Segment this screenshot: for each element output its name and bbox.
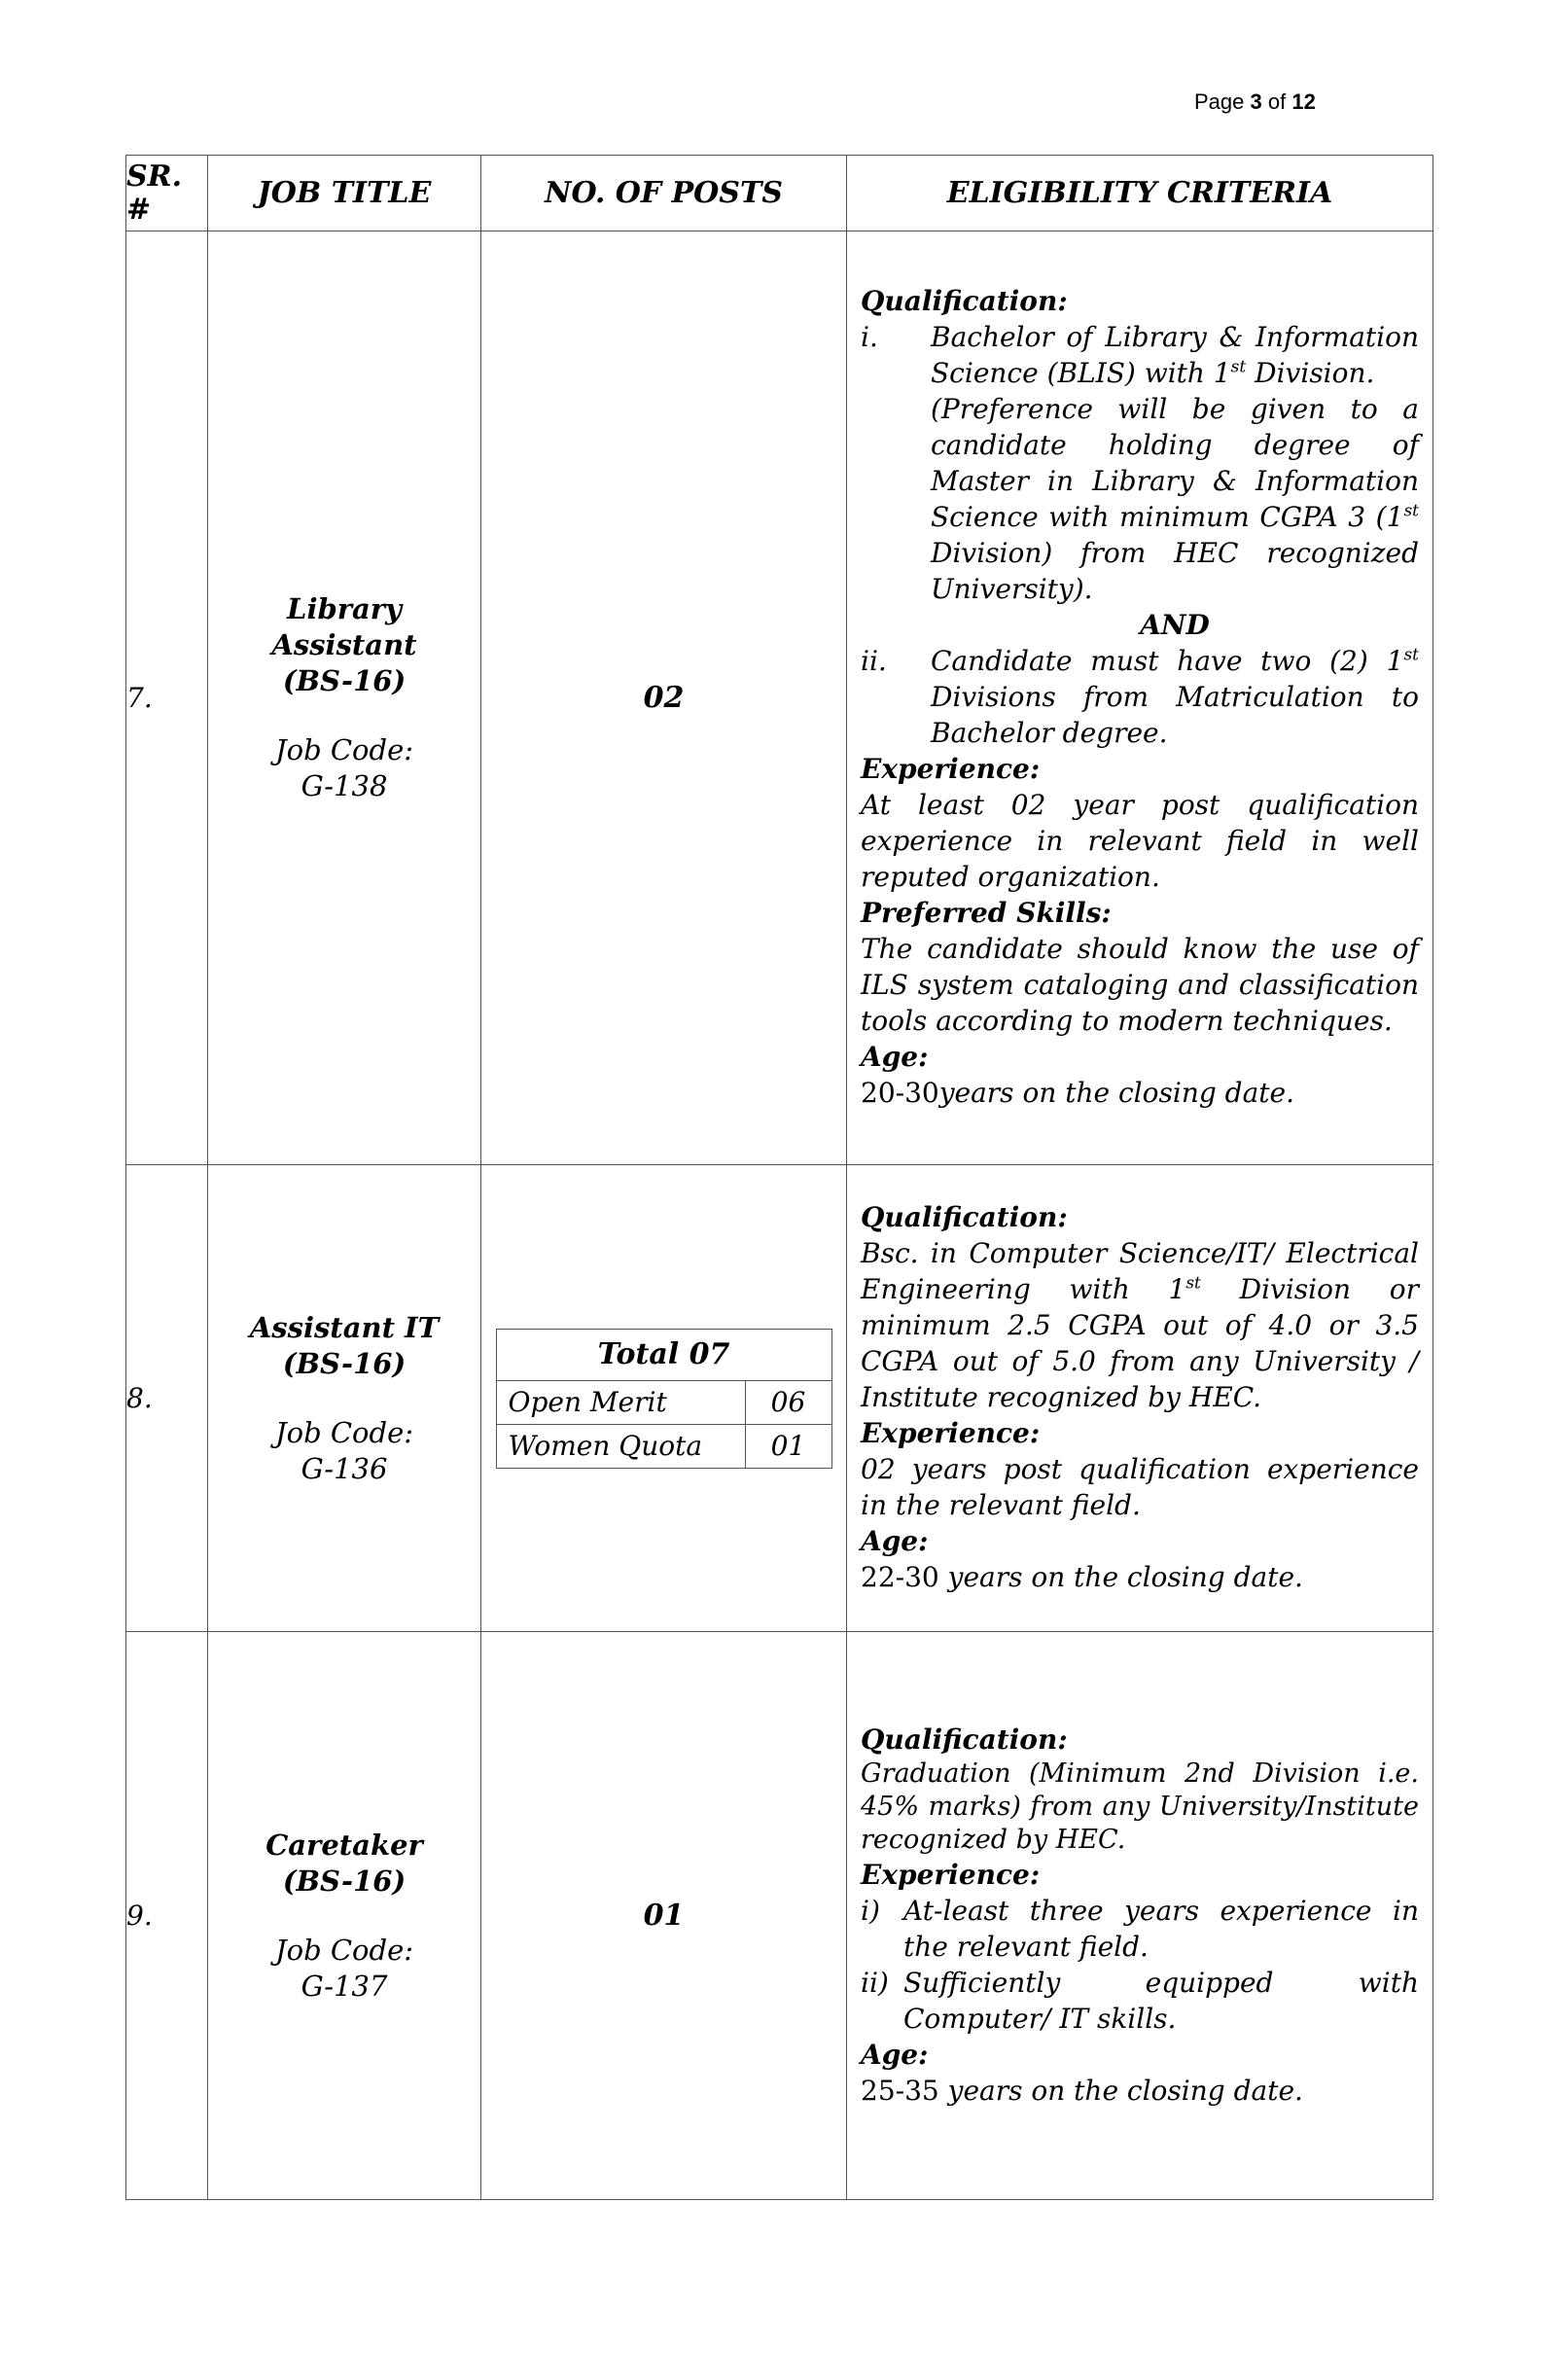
job-code-label: Job Code: [274,1933,413,1967]
job-title: Caretaker [265,1828,423,1862]
job-code: G-138 [301,769,388,802]
preference-text: (Preference will be given to a candidate holding degree of Master in Library & Information Science with minimum CGPA 3 (1st Division) from HEC recognized University). [931,393,1419,605]
posts-cell [481,1165,847,1632]
experience-heading: Experience: [861,1858,1041,1891]
page-current: 3 [1250,89,1262,114]
age-text [861,1559,1419,1595]
list-number: i) [861,1894,880,1927]
list-number: ii) [861,1966,889,1999]
list-item [861,643,1419,751]
qualification-text: Bsc. in Computer Science/IT/ Electrical Engineering with 1st Division or minimum 2.5 CGPA out of 4.0 or 3.5 CGPA out of 5.0 from any University / Institute recognized by HEC. [861,1237,1419,1413]
table-row [126,231,1433,1165]
header-posts: NO. OF POSTS [481,156,847,231]
age-suffix: years on the closing date. [938,1077,1295,1109]
experience-heading: Experience: [861,1417,1041,1449]
quota-label: Open Merit [496,1380,745,1424]
criteria-cell [847,1632,1433,2200]
job-title-line2: Assistant [271,628,417,661]
quota-value: 01 [745,1424,831,1468]
experience-text: At-least three years experience in the relevant field. [903,1894,1419,1963]
list-number: i. [861,321,878,353]
qualification-text: Candidate must have two (2) 1st Divisions from Matriculation to Bachelor degree. [931,645,1419,749]
list-item [861,1893,1419,1965]
age-suffix: years on the closing date. [947,1561,1303,1593]
quota-row [496,1380,831,1424]
job-title: Assistant IT [249,1310,440,1344]
posts-cell: 01 [481,1632,847,2200]
posts-cell: 02 [481,231,847,1165]
qualification-heading: Qualification: [861,1201,1068,1233]
header-job-title: JOB TITLE [208,156,481,231]
job-code-label: Job Code: [274,1415,413,1449]
sr-cell: 8. [126,1165,208,1632]
job-code: G-136 [301,1451,388,1485]
qualification-heading: Qualification: [861,1723,1068,1756]
sr-cell: 9. [126,1632,208,2200]
header-sr: SR. # [126,156,208,231]
qualification-text: Bachelor of Library & Information Science (BLIS) with 1st Division. [931,321,1419,389]
list-item [861,1965,1419,2037]
header-row [126,156,1433,231]
job-code-label: Job Code: [274,733,413,766]
table-row [126,1632,1433,2200]
page-total: 12 [1291,89,1316,114]
table-row [126,1165,1433,1632]
criteria-cell [847,1165,1433,1632]
job-title: Library [287,592,402,625]
age-range: 20-30 [861,1077,939,1109]
page-number [1194,89,1316,115]
job-grade: (BS-16) [282,664,407,697]
sr-cell: 7. [126,231,208,1165]
job-title-cell [208,231,481,1165]
age-range: 25-35 [861,2074,939,2107]
job-title-cell [208,1632,481,2200]
experience-text: 02 years post qualification experience in the relevant field. [861,1453,1419,1521]
age-suffix: years on the closing date. [947,2074,1303,2107]
jobs-table [125,155,1433,2200]
quota-row [496,1424,831,1468]
criteria-cell [847,231,1433,1165]
page-label: Page [1194,89,1245,114]
quota-total: Total 07 [496,1329,831,1380]
list-item [861,319,1419,607]
experience-heading: Experience: [861,753,1041,785]
job-grade: (BS-16) [282,1864,407,1898]
skills-heading: Preferred Skills: [861,897,1112,929]
quota-label: Women Quota [496,1424,745,1468]
list-number: ii. [861,645,887,677]
job-grade: (BS-16) [282,1346,407,1380]
age-heading: Age: [861,2038,929,2071]
page-of: of [1267,89,1287,114]
job-title-cell [208,1165,481,1632]
age-heading: Age: [861,1525,929,1557]
qualification-text: Graduation (Minimum 2nd Division i.e. 45% marks) from any University/Institute recognized by HEC. [861,1758,1419,1855]
age-text [861,2073,1419,2109]
age-text [861,1075,1419,1111]
experience-text: At least 02 year post qualification experience in relevant field in well reputed organization. [861,789,1419,893]
skills-text: The candidate should know the use of ILS system cataloging and classification tools according to modern techniques. [861,933,1419,1037]
age-range: 22-30 [861,1561,939,1593]
qualification-heading: Qualification: [861,285,1068,317]
quota-table [496,1329,832,1469]
quota-value: 06 [745,1380,831,1424]
and-label: AND [1140,609,1210,641]
experience-text: Sufficiently equipped with Computer/ IT skills. [903,1966,1419,2035]
job-code: G-137 [301,1969,388,2003]
age-heading: Age: [861,1041,929,1073]
header-criteria: ELIGIBILITY CRITERIA [847,156,1433,231]
